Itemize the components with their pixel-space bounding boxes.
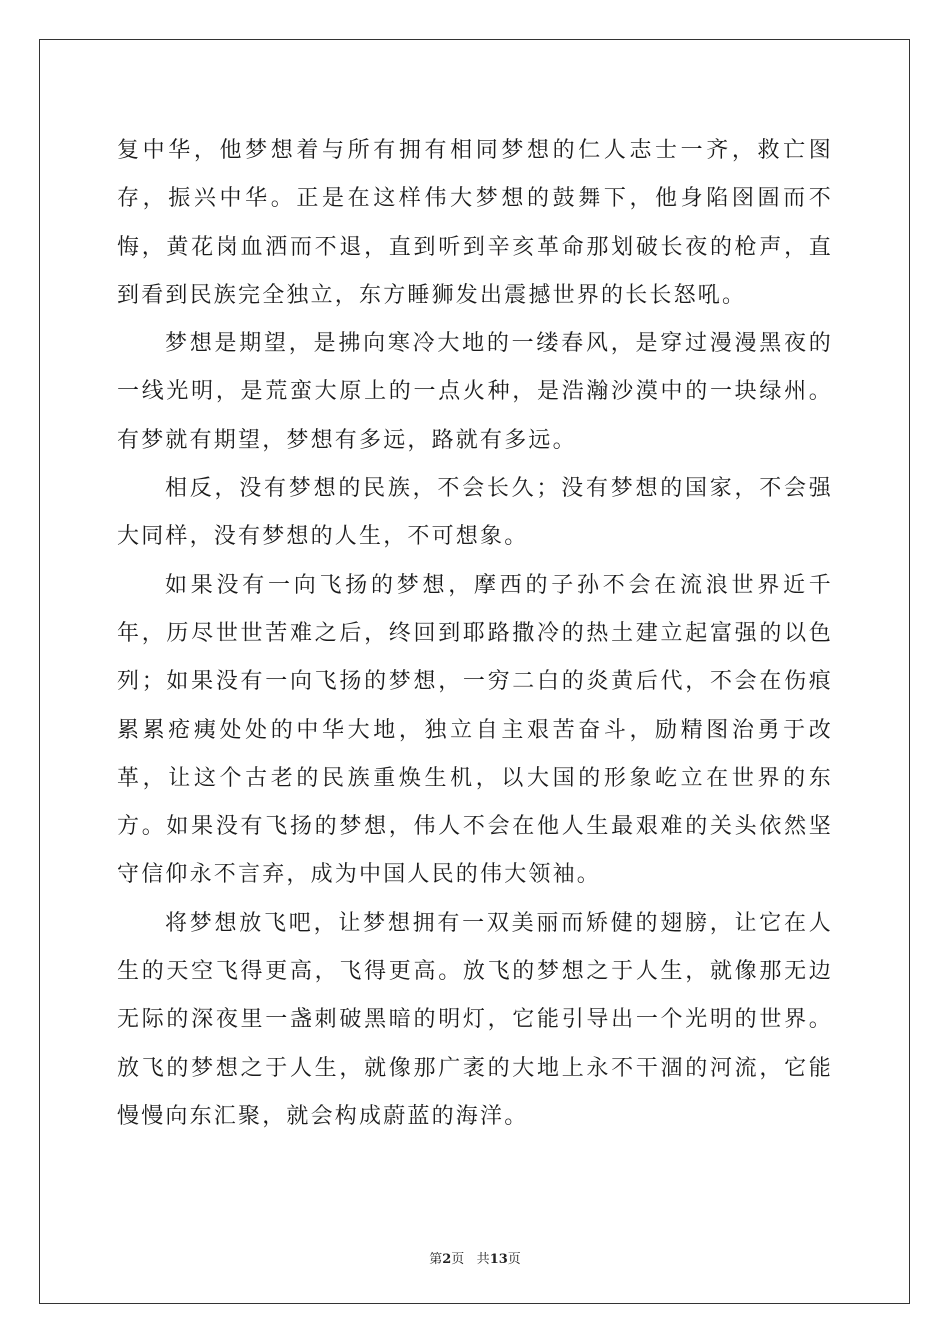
total-prefix: 共 <box>476 1252 490 1267</box>
paragraph-3: 相反，没有梦想的民族，不会长久；没有梦想的国家，不会强大同样，没有梦想的人生，不可想象。 <box>117 476 833 550</box>
paragraph-2: 梦想是期望，是拂向寒冷大地的一缕春风，是穿过漫漫黑夜的一线光明，是荒蛮大原上的一点火种，是浩瀚沙漠中的一块绿州。有梦就有期望，梦想有多远，路就有多远。 <box>117 331 833 453</box>
total-suffix: 页 <box>507 1252 521 1267</box>
paragraph-1: 复中华，他梦想着与所有拥有相同梦想的仁人志士一齐，救亡图存，振兴中华。正是在这样伟大梦想的鼓舞下，他身陷囹圄而不悔，黄花岗血洒而不退，直到听到辛亥革命那划破长夜的枪声，直到看到民族完全独立，东方睡狮发出震撼世界的长长怒吼。 <box>117 138 833 308</box>
paragraph-5: 将梦想放飞吧，让梦想拥有一双美丽而矫健的翅膀，让它在人生的天空飞得更高，飞得更高。放飞的梦想之于人生，就像那无边无际的深夜里一盏刺破黑暗的明灯，它能引导出一个光明的世界。放飞的梦想之于人生，就像那广袤的大地上永不干涸的河流，它能慢慢向东汇聚，就会构成蔚蓝的海洋。 <box>117 910 833 1129</box>
total-pages: 13 <box>489 1252 508 1267</box>
page-number: 2 <box>442 1252 452 1267</box>
page-prefix: 第 <box>429 1252 443 1267</box>
page-footer <box>0 1248 950 1267</box>
paragraph-4: 如果没有一向飞扬的梦想，摩西的子孙不会在流浪世界近千年，历尽世世苦难之后，终回到耶路撒冷的热土建立起富强的以色列；如果没有一向飞扬的梦想，一穷二白的炎黄后代，不会在伤痕累累疮痍处处的中华大地，独立自主艰苦奋斗，励精图治勇于改革，让这个古老的民族重焕生机，以大国的形象屹立在世界的东方。如果没有飞扬的梦想，伟人不会在他人生最艰难的关头依然坚守信仰永不言弃，成为中国人民的伟大领袖。 <box>117 572 833 888</box>
document-body <box>117 127 833 1141</box>
page-suffix: 页 <box>451 1252 465 1267</box>
